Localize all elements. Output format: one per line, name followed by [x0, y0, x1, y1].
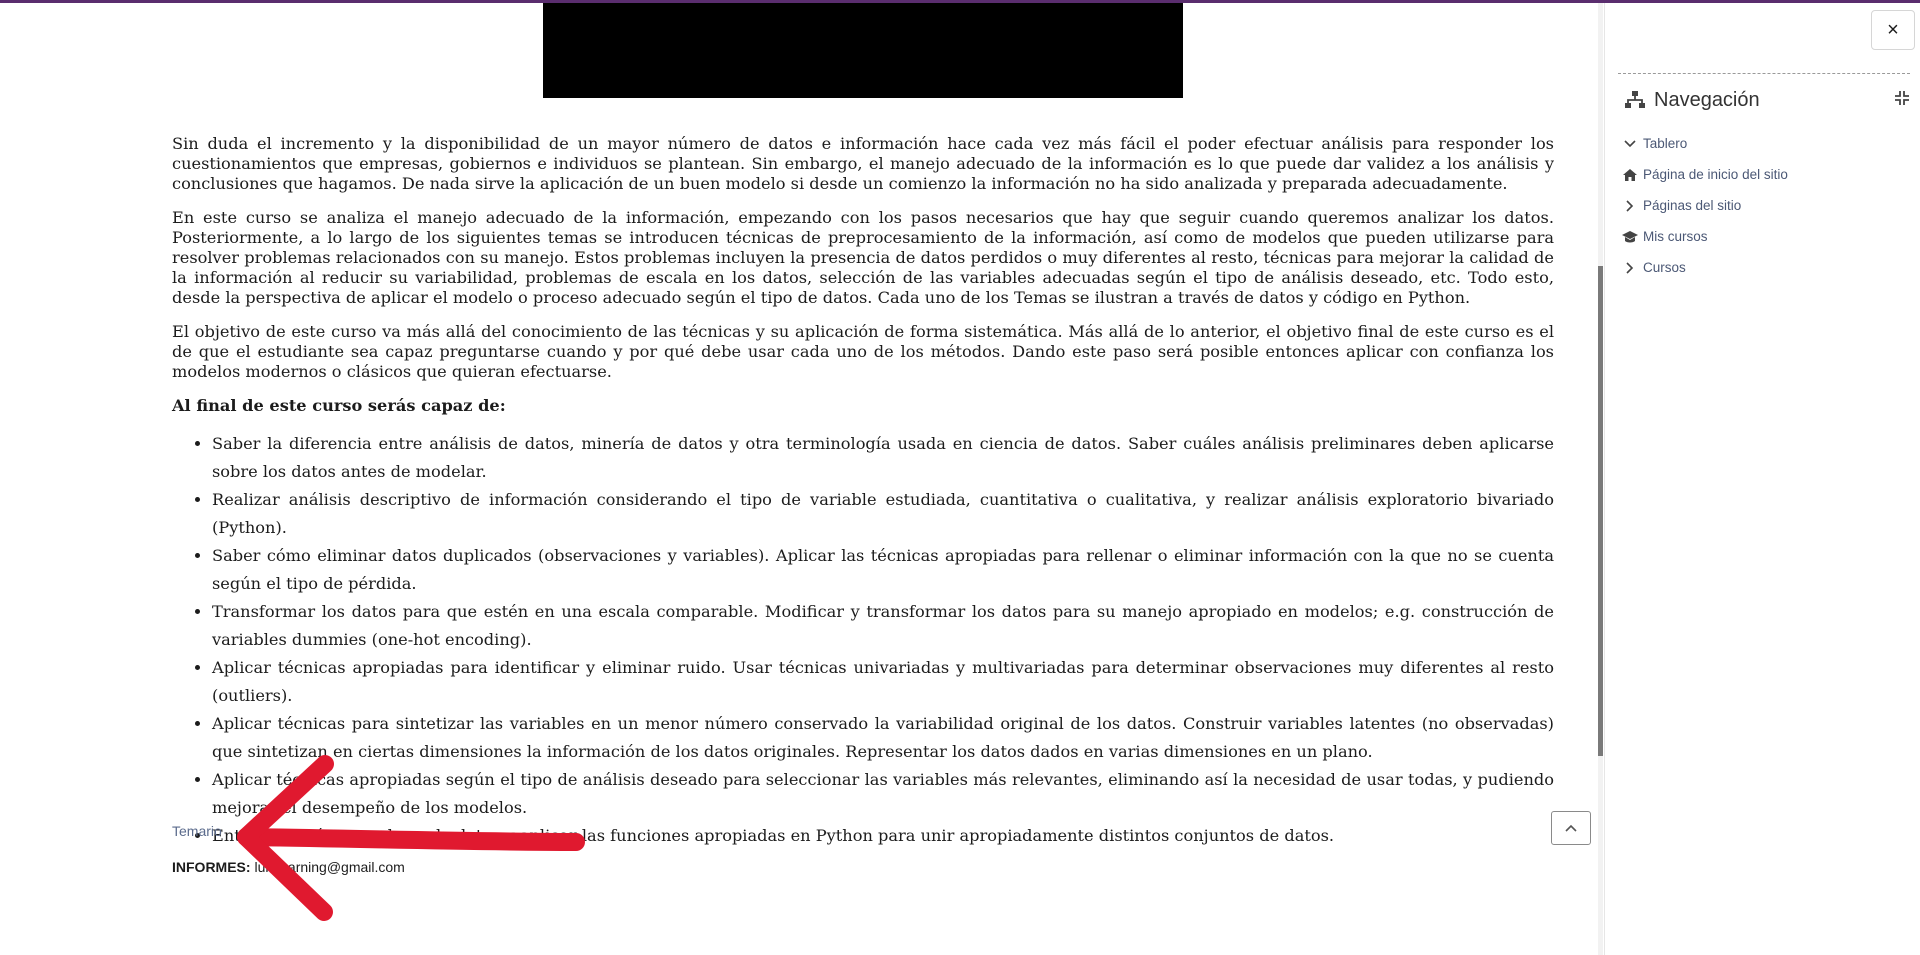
navigation-items — [1618, 128, 1910, 283]
objective-item: • Entender qué es una base de datos y aplicar las funciones apropiadas en Python para unir apropiadamente distintos conjuntos de datos. — [212, 822, 1554, 850]
nav-item-label: Mis cursos — [1643, 229, 1708, 244]
chevron-right-icon — [1626, 200, 1634, 212]
intro-paragraph-2: En este curso se analiza el manejo adecuado de la información, empezando con los pasos necesarios que hay que seguir cuando queremos analizar los datos. Posteriormente, a lo largo de los siguientes temas se introducen técnicas de preprocesamiento de la información, así como de modelos que pueden utilizarse para resolver problemas relacionados con su manejo. Estos problemas incluyen la presencia de datos perdidos o muy diferentes al resto, técnicas para mejorar la calidad de la información al reducir su variabilidad, problemas de escala en los datos, selección de las variables adecuadas según el tipo de análisis deseado, etc. Todo esto, desde la perspectiva de aplicar el modelo o proceso adecuado según el tipo de datos. Cada uno de los Temas se ilustran a través de datos y código en Python. — [172, 208, 1554, 307]
chevron-down-icon — [1624, 140, 1636, 148]
navigation-header — [1618, 80, 1910, 120]
objective-item: • Saber la diferencia entre análisis de datos, minería de datos y otra terminología usada en ciencia de datos. Saber cuáles análisis preliminares deben aplicarse sobre los datos antes de modelar. — [212, 430, 1554, 486]
nav-item-label: Cursos — [1643, 260, 1686, 275]
close-drawer-button[interactable] — [1871, 10, 1915, 50]
objective-item: • Aplicar técnicas apropiadas para identificar y eliminar ruido. Usar técnicas univariadas y multivariadas para determinar observaciones muy diferentes al resto (outliers). — [212, 654, 1554, 710]
objective-item: • Aplicar técnicas apropiadas según el tipo de análisis deseado para seleccionar las variables más relevantes, eliminando así la necesidad de usar todas, y pudiendo mejorar el desempeño de los modelos. — [212, 766, 1554, 822]
chevron-right-icon — [1626, 262, 1634, 274]
navigation-block — [1618, 73, 1910, 283]
objective-item: • Aplicar técnicas para sintetizar las variables en un menor número conservado la variabilidad original de los datos. Construir variables latentes (no observadas) que sintetizan en ciertas dimensiones la información de los datos originales. Representar los datos dados en varias dimensiones en un plano. — [212, 710, 1554, 766]
intro-paragraph-1: Sin duda el incremento y la disponibilidad de un mayor número de datos e información hace cada vez más fácil el poder efectuar análisis para responder los cuestionamientos que empresas, gobiernos e individuos se plantean. Sin embargo, el manejo adecuado de la información es lo que puede dar validez a los análisis y conclusiones que hagamos. De nada sirve la aplicación de un buen modelo si desde un comienzo la información no ha sido analizada y preparada adecuadamente. — [172, 134, 1554, 193]
course-description — [172, 134, 1554, 850]
intro-paragraph-3: El objetivo de este curso va más allá del conocimiento de las técnicas y su aplicación de forma sistemática. Más allá de lo anterior, el objetivo final de este curso es el de que el estudiante sea capaz preguntarse cuando y por qué debe usar cada uno de los métodos. Dando este paso será posible entonces aplicar con confianza los modelos modernos o clásicos que quieran efectuarse. — [172, 322, 1554, 381]
temario-link[interactable]: Temario — [172, 823, 222, 839]
close-icon: × — [1887, 18, 1899, 41]
nav-item-tablero[interactable] — [1618, 128, 1910, 159]
back-to-top-button[interactable] — [1551, 811, 1591, 845]
objective-item: • Transformar los datos para que estén en una escala comparable. Modificar y transformar los datos para su manejo apropiado en modelos; e.g. construcción de variables dummies (one-hot encoding). — [212, 598, 1554, 654]
collapse-block-icon[interactable] — [1894, 90, 1910, 106]
nav-item-label: Página de inicio del sitio — [1643, 167, 1788, 182]
nav-item-mis-cursos[interactable] — [1618, 221, 1910, 252]
home-icon — [1622, 168, 1638, 182]
objectives-heading: Al final de este curso serás capaz de: — [172, 396, 506, 415]
scrollbar-thumb[interactable] — [1598, 266, 1603, 756]
informes-line — [172, 859, 405, 875]
objective-item: • Realizar análisis descriptivo de información considerando el tipo de variable estudiada, cuantitativa o cualitativa, y realizar análisis exploratorio bivariado (Python). — [212, 486, 1554, 542]
nav-item-paginas-sitio[interactable] — [1618, 190, 1910, 221]
sitemap-icon — [1624, 90, 1646, 110]
nav-item-label: Tablero — [1643, 136, 1688, 151]
informes-email[interactable]: lumlearning@gmail.com — [254, 859, 405, 875]
navigation-title: Navegación — [1654, 88, 1760, 111]
informes-label: INFORMES: — [172, 859, 251, 875]
nav-item-label: Páginas del sitio — [1643, 198, 1742, 213]
nav-item-cursos[interactable] — [1618, 252, 1910, 283]
nav-item-pagina-inicio[interactable] — [1618, 159, 1910, 190]
video-player[interactable] — [543, 3, 1183, 98]
chevron-up-icon — [1564, 823, 1578, 833]
graduation-cap-icon — [1621, 230, 1639, 244]
objective-item: • Saber cómo eliminar datos duplicados (observaciones y variables). Aplicar las técnicas apropiadas para rellenar o eliminar información con la que no se cuenta según el tipo de pérdida. — [212, 542, 1554, 598]
objectives-list — [172, 430, 1554, 850]
